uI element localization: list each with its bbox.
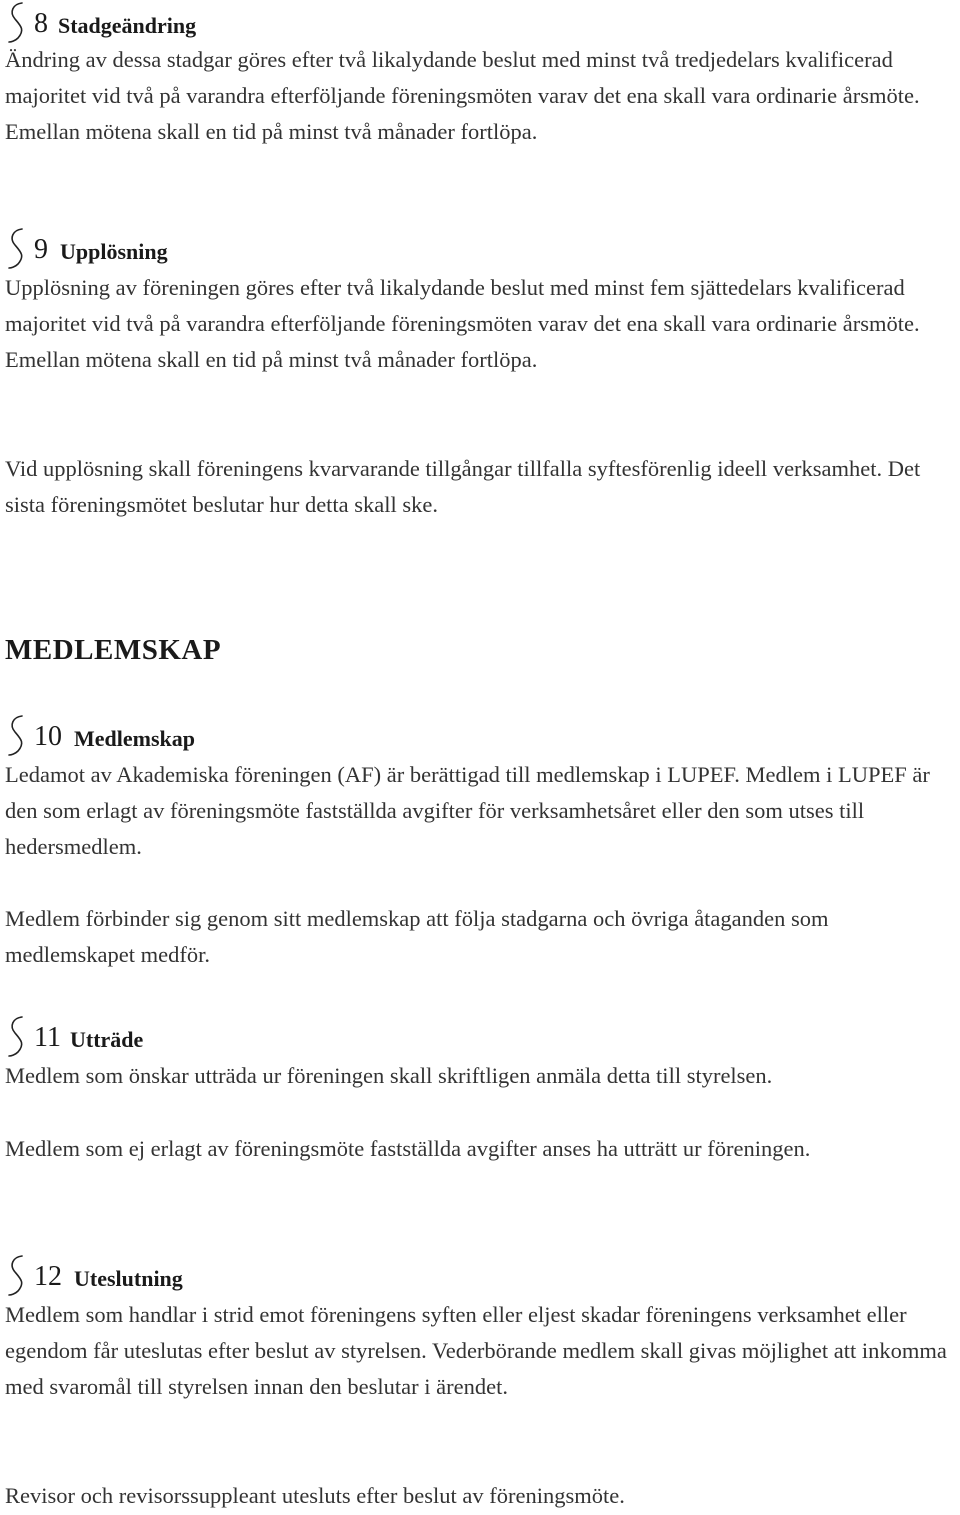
- section-number: 12: [34, 1261, 62, 1292]
- section-12-paragraph-1: Medlem som handlar i strid emot föreningens syften eller eljest skadar föreningens verksamhet eller egendom får uteslutas efter beslut av styrelsen. Vederbörande medlem skall givas möjlighet att inkomma med svaromål till styrelsen innan den beslutar i ärendet.: [5, 1302, 947, 1399]
- section-10-paragraph-2: Medlem förbinder sig genom sitt medlemskap att följa stadgarna och övriga åtaganden som medlemskapet medför.: [5, 906, 829, 967]
- section-8-paragraph: Ändring av dessa stadgar göres efter två likalydande beslut med minst två tredjedelars kvalificerad majoritet vid två på varandra efterföljande föreningsmöten varav det ena skall vara ordinarie årsmöte. Emellan mötena skall en tid på minst två månader fortlöpa.: [5, 47, 920, 144]
- section-number: 10: [34, 721, 62, 752]
- section-11-paragraph-2: Medlem som ej erlagt av föreningsmöte fastställda avgifter anses ha utträtt ur föreningen.: [5, 1136, 811, 1161]
- section-9-paragraph-1: Upplösning av föreningen göres efter två likalydande beslut med minst fem sjättedelars kvalificerad majoritet vid två på varandra efterföljande föreningsmöten varav det ena skall vara ordinarie årsmöte. Emellan mötena skall en tid på minst två månader fortlöpa.: [5, 275, 920, 372]
- section-10-paragraph-1: Ledamot av Akademiska föreningen (AF) är berättigad till medlemskap i LUPEF. Medlem i LUPEF är den som erlagt av föreningsmöte fastställda avgifter för verksamhetsåret eller den som utses till hedersmedlem.: [5, 762, 930, 859]
- section-9-paragraph-2: Vid upplösning skall föreningens kvarvarande tillgångar tillfalla syftesförenlig ideell verksamhet. Det sista föreningsmötet beslutar hur detta skall ske.: [5, 456, 921, 517]
- section-sign-icon: [4, 713, 30, 757]
- section-title: Upplösning: [60, 239, 168, 264]
- section-title: Uteslutning: [74, 1266, 183, 1291]
- section-title: Utträde: [70, 1027, 144, 1052]
- section-title: Medlemskap: [74, 726, 195, 751]
- chapter-heading: MEDLEMSKAP: [5, 634, 222, 666]
- section-number: 11: [34, 1022, 61, 1053]
- section-number: 8: [34, 8, 48, 39]
- section-title: Stadgeändring: [58, 13, 197, 38]
- section-11-paragraph-1: Medlem som önskar utträda ur föreningen skall skriftligen anmäla detta till styrelsen.: [5, 1063, 773, 1088]
- section-sign-icon: [4, 0, 30, 44]
- section-sign-icon: [4, 1253, 30, 1297]
- section-sign-icon: [4, 226, 30, 270]
- section-sign-icon: [4, 1014, 30, 1058]
- section-number: 9: [34, 234, 48, 265]
- section-12-paragraph-2: Revisor och revisorssuppleant utesluts efter beslut av föreningsmöte.: [5, 1483, 625, 1508]
